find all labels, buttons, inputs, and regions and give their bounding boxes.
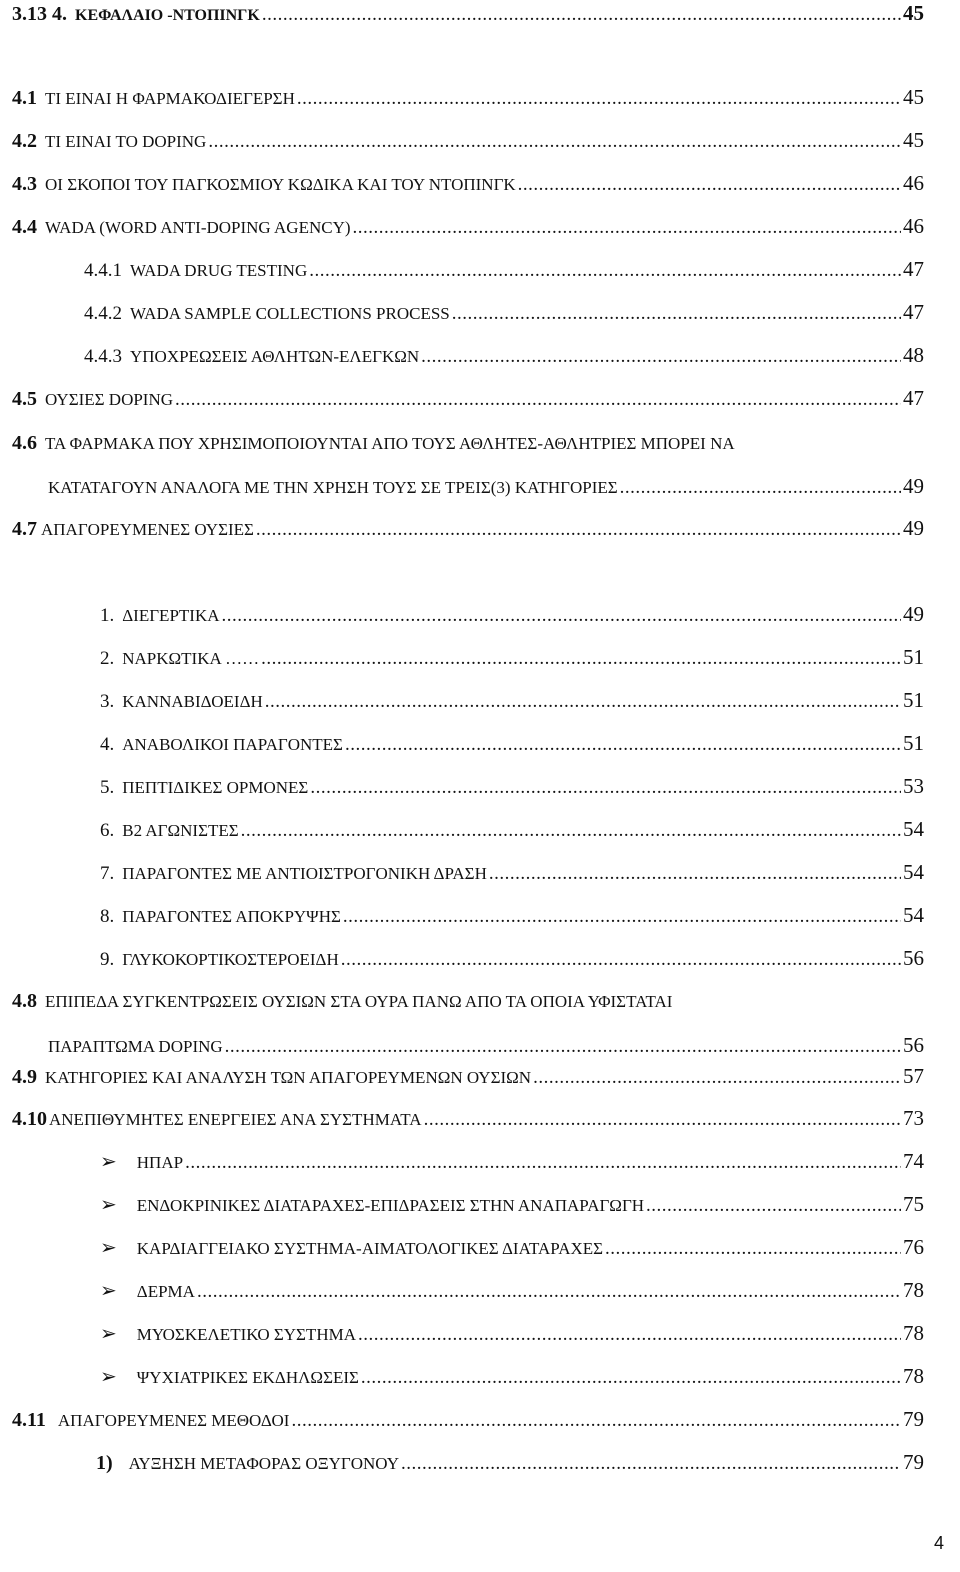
- toc-entry-title: ΜΥΟΣΚΕΛΕΤΙΚΟ ΣΥΣΤΗΜΑ: [136, 1325, 356, 1344]
- toc-entry-title: ΚΕΦΑΛΑΙΟ -ΝΤΟΠΙΝΓΚ: [75, 7, 260, 24]
- toc-entry[interactable]: [100, 945, 924, 973]
- toc-entry-continuation[interactable]: [48, 473, 924, 501]
- toc-entry-number: 3.13 4.: [12, 3, 67, 25]
- toc-entry-title: ΚΑΡΔΙΑΓΓΕΙΑΚΟ ΣΥΣΤΗΜΑ-ΑΙΜΑΤΟΛΟΓΙΚΕΣ ΔΙΑΤΑΡΑΧΕΣ: [136, 1239, 604, 1258]
- dot-leader: [261, 646, 901, 672]
- toc-entry-page: 53: [903, 774, 924, 798]
- toc-entry-title: ΥΠΟΧΡΕΩΣΕΙΣ ΑΘΛΗΤΩΝ-ΕΛΕΓΚΩΝ: [130, 347, 420, 366]
- toc-entry-number: 4.4.2: [84, 303, 122, 324]
- toc-entry[interactable]: [84, 342, 924, 370]
- toc-entry-number: 4.10: [12, 1108, 47, 1130]
- toc-entry-number: 4.6: [12, 432, 37, 454]
- toc-entry-title: ΓΛΥΚΟΚΟΡΤΙΚΟΣΤΕΡΟΕΙΔΗ: [122, 950, 339, 969]
- toc-entry[interactable]: [12, 430, 924, 457]
- toc-entry-page: 48: [903, 343, 924, 367]
- toc-entry[interactable]: [100, 730, 924, 758]
- toc-entry[interactable]: [100, 644, 924, 672]
- toc-entry-page: 76: [903, 1235, 924, 1259]
- toc-entry[interactable]: [100, 601, 924, 629]
- toc-entry-number: 4.4.3: [84, 346, 122, 367]
- toc-entry-page: 47: [903, 386, 924, 410]
- toc-entry-title: ΑΥΞΗΣΗ ΜΕΤΑΦΟΡΑΣ ΟΞΥΓΟΝΟΥ: [128, 1454, 399, 1473]
- toc-entry-title: ΝΑΡΚΩΤΙΚΑ ……: [122, 649, 260, 668]
- dot-leader: [345, 732, 901, 758]
- toc-entry-title: ΑΠΑΓΟΡΕΥΜΕΝΕΣ ΜΕΘΟΔΟΙ: [57, 1411, 290, 1430]
- toc-entry-number: 8.: [100, 906, 115, 927]
- dot-leader: [361, 1365, 901, 1391]
- dot-leader: [489, 861, 901, 887]
- toc-entry-number: 3.: [100, 691, 115, 712]
- dot-leader: [241, 818, 901, 844]
- toc-entry[interactable]: [100, 1363, 924, 1391]
- toc-entry-page: 54: [903, 903, 924, 927]
- toc-entry-page: 79: [903, 1450, 924, 1474]
- toc-entry[interactable]: [12, 1105, 924, 1133]
- toc-entry-title: ΤΙ ΕΙΝΑΙ Η ΦΑΡΜΑΚΟΔΙΕΓΕΡΣΗ: [45, 89, 295, 108]
- toc-entry-title: ΟΙ ΣΚΟΠΟΙ ΤΟΥ ΠΑΓΚΟΣΜΙΟΥ ΚΩΔΙΚΑ ΚΑΙ ΤΟΥ ΝΤΟΠΙΝΓΚ: [45, 175, 516, 194]
- toc-entry-page: 74: [903, 1149, 924, 1173]
- page-number: 4: [933, 1533, 944, 1553]
- toc-entry-number: 4.2: [12, 130, 37, 152]
- dot-leader: [620, 475, 901, 501]
- toc-entry[interactable]: [100, 1148, 924, 1176]
- toc-entry-number: 1): [96, 1452, 113, 1474]
- dot-leader: [424, 1107, 901, 1133]
- toc-entry-page: 78: [903, 1278, 924, 1302]
- toc-entry[interactable]: [100, 687, 924, 715]
- toc-entry-title: ΔΙΕΓΕΡΤΙΚΑ: [122, 606, 220, 625]
- dot-leader: [421, 344, 901, 370]
- toc-entry-title: ΑΝΑΒΟΛΙΚΟΙ ΠΑΡΑΓΟΝΤΕΣ: [122, 735, 343, 754]
- toc-entry-number: 4.3: [12, 173, 37, 195]
- arrow-bullet-icon: ➢: [100, 1194, 117, 1216]
- toc-entry-number: 4.11: [12, 1409, 46, 1431]
- toc-entry-title: WADA (WORD ANTI-DOPING AGENCY): [45, 218, 351, 237]
- toc-entry-page: 46: [903, 171, 924, 195]
- toc-entry-page: 45: [903, 128, 924, 152]
- toc-entry-title: ΕΠΙΠΕΔΑ ΣΥΓΚΕΝΤΡΩΣΕΙΣ ΟΥΣΙΩΝ ΣΤΑ ΟΥΡΑ ΠΑΝΩ ΑΠΟ ΤΑ ΟΠΟΙΑ ΥΦΙΣΤΑΤΑΙ: [45, 992, 673, 1011]
- toc-entry-page: 54: [903, 860, 924, 884]
- toc-entry-number: 2.: [100, 648, 115, 669]
- dot-leader: [353, 215, 901, 241]
- toc-entry-title-continued: ΠΑΡΑΠΤΩΜΑ DOPING: [48, 1037, 223, 1056]
- dot-leader: [291, 1408, 901, 1434]
- toc-entry-number: 7.: [100, 863, 115, 884]
- arrow-bullet-icon: ➢: [100, 1366, 117, 1388]
- toc-entry-title: ΕΝΔΟΚΡΙΝΙΚΕΣ ΔΙΑΤΑΡΑΧΕΣ-ΕΠΙΔΡΑΣΕΙΣ ΣΤΗΝ ΑΝΑΠΑΡΑΓΩΓΗ: [136, 1196, 645, 1215]
- toc-entry-number: 4.8: [12, 990, 37, 1012]
- toc-entry-title: ΚΑΤΗΓΟΡΙΕΣ ΚΑΙ ΑΝΑΛΥΣΗ ΤΩΝ ΑΠΑΓΟΡΕΥΜΕΝΩΝ ΟΥΣΙΩΝ: [45, 1068, 532, 1087]
- toc-entry-continuation[interactable]: [48, 1032, 924, 1060]
- toc-entry-page: 79: [903, 1407, 924, 1431]
- toc-entry[interactable]: [12, 84, 924, 112]
- toc-entry-page: 75: [903, 1192, 924, 1216]
- toc-entry-page: 51: [903, 688, 924, 712]
- dot-leader: [341, 947, 901, 973]
- toc-entry[interactable]: [12, 1063, 924, 1091]
- toc-entry-title: ΚΑΝΝΑΒΙΔΟΕΙΔΗ: [122, 692, 263, 711]
- toc-entry-title-continued: ΚΑΤΑΤΑΓΟΥΝ ΑΝΑΛΟΓΑ ΜΕ ΤΗΝ ΧΡΗΣΗ ΤΟΥΣ ΣΕ ΤΡΕΙΣ(3) ΚΑΤΗΓΟΡΙΕΣ: [48, 478, 618, 497]
- toc-entry-number: 6.: [100, 820, 115, 841]
- toc-entry[interactable]: [100, 859, 924, 887]
- toc-entry[interactable]: [12, 988, 924, 1015]
- toc-entry-page: 78: [903, 1321, 924, 1345]
- dot-leader: [533, 1065, 901, 1091]
- toc-entry[interactable]: [100, 1234, 924, 1262]
- dot-leader: [310, 775, 901, 801]
- dot-leader: [401, 1451, 901, 1477]
- dot-leader: [175, 387, 901, 413]
- toc-entry-page: 51: [903, 731, 924, 755]
- toc-entry-page: 45: [903, 85, 924, 109]
- toc-entry-title: WADA DRUG TESTING: [130, 261, 308, 280]
- toc-entry[interactable]: [84, 256, 924, 284]
- toc-entry-page: 57: [903, 1064, 924, 1088]
- toc-entry-page: 46: [903, 214, 924, 238]
- dot-leader: [646, 1193, 901, 1219]
- toc-entry-number: 1.: [100, 605, 115, 626]
- toc-entry-title: Β2 ΑΓΩΝΙΣΤΕΣ: [122, 821, 239, 840]
- toc-entry[interactable]: [100, 816, 924, 844]
- toc-entry-number: 4.5: [12, 388, 37, 410]
- toc-entry-page: 78: [903, 1364, 924, 1388]
- toc-entry-number: 4.1: [12, 87, 37, 109]
- toc-entry-title: ΑΠΑΓΟΡΕΥΜΕΝΕΣ ΟΥΣΙΕΣ: [41, 520, 254, 539]
- dot-leader: [297, 86, 901, 112]
- toc-entry[interactable]: [100, 902, 924, 930]
- dot-leader: [605, 1236, 901, 1262]
- toc-entry-title: ΤΙ ΕΙΝΑΙ ΤΟ DOPING: [45, 132, 207, 151]
- toc-entry-title: WADA SAMPLE COLLECTIONS PROCESS: [130, 304, 450, 323]
- toc-entry-title: ΠΕΠΤΙΔΙΚΕΣ ΟΡΜΟΝΕΣ: [122, 778, 309, 797]
- dot-leader: [262, 2, 901, 28]
- toc-entry[interactable]: [12, 170, 924, 198]
- toc-entry[interactable]: [100, 1277, 924, 1305]
- toc-entry-number: 5.: [100, 777, 115, 798]
- toc-entry-number: 4.9: [12, 1066, 37, 1088]
- dot-leader: [358, 1322, 901, 1348]
- toc-entry-title: ΨΥΧΙΑΤΡΙΚΕΣ ΕΚΔΗΛΩΣΕΙΣ: [136, 1368, 359, 1387]
- dot-leader: [256, 517, 901, 543]
- toc-entry-page: 49: [903, 516, 924, 540]
- toc-entry-page: 73: [903, 1106, 924, 1130]
- dot-leader: [343, 904, 901, 930]
- toc-entry-number: 4.: [100, 734, 115, 755]
- toc-entry-title: ΟΥΣΙΕΣ DOPING: [45, 390, 174, 409]
- dot-leader: [265, 689, 901, 715]
- toc-entry-page: 51: [903, 645, 924, 669]
- arrow-bullet-icon: ➢: [100, 1151, 117, 1173]
- toc-entry-page: 54: [903, 817, 924, 841]
- toc-entry-page: 49: [903, 602, 924, 626]
- toc-entry[interactable]: [12, 127, 924, 155]
- dot-leader: [225, 1034, 901, 1060]
- toc-entry-page: 49: [903, 474, 924, 498]
- toc-entry-title: ΑΝΕΠΙΘΥΜΗΤΕΣ ΕΝΕΡΓΕΙΕΣ ΑΝΑ ΣΥΣΤΗΜΑΤΑ: [49, 1110, 422, 1129]
- toc-entry-title: ΠΑΡΑΓΟΝΤΕΣ ΑΠΟΚΡΥΨΗΣ: [122, 907, 341, 926]
- toc-entry[interactable]: [12, 1406, 924, 1434]
- toc-entry-title: ΔΕΡΜΑ: [136, 1282, 195, 1301]
- toc-entry[interactable]: [84, 299, 924, 327]
- toc-entry-title: ΗΠΑΡ: [136, 1153, 184, 1172]
- dot-leader: [197, 1279, 901, 1305]
- arrow-bullet-icon: ➢: [100, 1323, 117, 1345]
- arrow-bullet-icon: ➢: [100, 1237, 117, 1259]
- dot-leader: [452, 301, 901, 327]
- dot-leader: [222, 603, 902, 629]
- toc-entry-page: 45: [903, 1, 924, 25]
- toc-entry[interactable]: [12, 213, 924, 241]
- toc-entry[interactable]: [12, 515, 924, 543]
- toc-entry-page: 56: [903, 946, 924, 970]
- dot-leader: [309, 258, 901, 284]
- toc-entry[interactable]: [12, 385, 924, 413]
- toc-entry-page: 47: [903, 300, 924, 324]
- toc-entry[interactable]: [100, 1320, 924, 1348]
- toc-entry-number: 9.: [100, 949, 115, 970]
- toc-entry-number: 4.7: [12, 518, 37, 540]
- toc-entry-page: 56: [903, 1033, 924, 1057]
- toc-entry[interactable]: [12, 0, 924, 29]
- toc-entry-title: ΠΑΡΑΓΟΝΤΕΣ ΜΕ ΑΝΤΙΟΙΣΤΡΟΓΟΝΙΚΗ ΔΡΑΣΗ: [122, 864, 487, 883]
- toc-entry[interactable]: [100, 773, 924, 801]
- arrow-bullet-icon: ➢: [100, 1280, 117, 1302]
- dot-leader: [518, 172, 901, 198]
- toc-entry-number: 4.4: [12, 216, 37, 238]
- toc-entry[interactable]: [100, 1191, 924, 1219]
- toc-entry-number: 4.4.1: [84, 260, 122, 281]
- dot-leader: [185, 1150, 901, 1176]
- dot-leader: [208, 129, 901, 155]
- toc-entry-title: ΤΑ ΦΑΡΜΑΚΑ ΠΟΥ ΧΡΗΣΙΜΟΠΟΙΟΥΝΤΑΙ ΑΠΟ ΤΟΥΣ ΑΘΛΗΤΕΣ-ΑΘΛΗΤΡΙΕΣ ΜΠΟΡΕΙ ΝΑ: [45, 434, 735, 453]
- toc-entry-page: 47: [903, 257, 924, 281]
- toc-entry[interactable]: [96, 1449, 924, 1477]
